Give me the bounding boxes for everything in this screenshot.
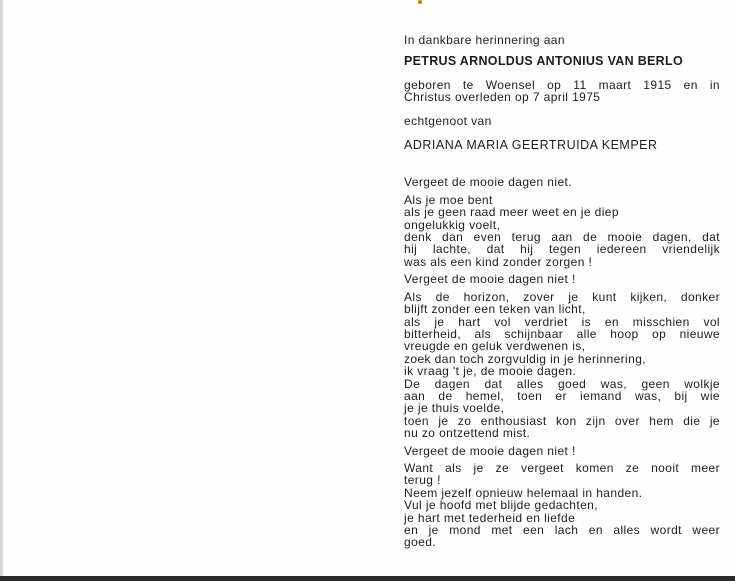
poem-line: goed. [404,535,437,550]
poem-line: terug ! [404,473,441,488]
poem-line: Als je moe bent [404,192,493,207]
card-text [404,34,720,549]
poem-line: aan de hemel, toen er iemand was, bij wie [404,388,720,403]
poem-line: Want als je ze vergeet komen ze nooit meer [404,460,720,475]
card-fold-line [0,0,3,581]
poem-line: zoek dan toch zorgvuldig in je herinnering, [404,351,647,366]
poem-line: blijft zonder een teken van licht, [404,302,586,317]
poem-line: en je mond met een lach en alles wordt weer [404,523,720,537]
poem-line: als je geen raad meer weet en je diep [404,205,619,220]
poem-line: Vul je hoofd met blijde gedachten, [404,498,598,513]
poem-line: bitterheid, als schijnbaar alle hoop op nieuwe [404,326,720,341]
birth-line-1: geboren te Woensel op 11 maart 1915 en in [404,77,720,92]
poem-line: toen je zo enthousiast kon zijn over hem die je [404,413,720,428]
poem-line: je hart met tederheid en liefde [404,510,576,525]
poem-line: hij lachte, dat hij tegen iedereen vriendelijk [404,242,720,257]
intro-text: In dankbare herinnering aan [404,33,565,47]
poem-line: Als de horizon, zover je kunt kijken, donker [404,289,720,304]
poem-line: als je hart vol verdriet is en misschien vol [404,314,720,329]
poem-line: ik vraag 't je, de mooie dagen. [404,364,577,379]
poem-line: Neem jezelf opnieuw helemaal in handen. [404,485,643,500]
poem-line: vreugde en geluk verdwenen is, [404,339,586,354]
poem-line: Vergeet de mooie dagen niet. [404,175,572,190]
spouse-intro: echtgenoot van [404,113,492,128]
deceased-name: PETRUS ARNOLDUS ANTONIUS VAN BERLO [404,54,683,69]
poem [404,176,720,548]
print-mark [418,0,422,4]
poem-line: nu zo ontzettend mist. [404,426,531,441]
spouse-name: ADRIANA MARIA GEERTRUIDA KEMPER [404,138,658,153]
poem-line: Vergeet de mooie dagen niet ! [404,272,576,287]
poem-line: Vergeet de mooie dagen niet ! [404,443,576,458]
poem-line: denk dan even terug aan de mooie dagen, dat [404,230,720,245]
bottom-border [0,576,735,581]
poem-line: ongelukkig voelt, [404,217,501,232]
poem-line: je je thuis voelde, [404,401,505,416]
birth-line-2: Christus overleden op 7 april 1975 [404,90,601,105]
poem-line: De dagen dat alles goed was, geen wolkje [404,376,720,391]
poem-line: was als een kind zonder zorgen ! [404,254,593,269]
